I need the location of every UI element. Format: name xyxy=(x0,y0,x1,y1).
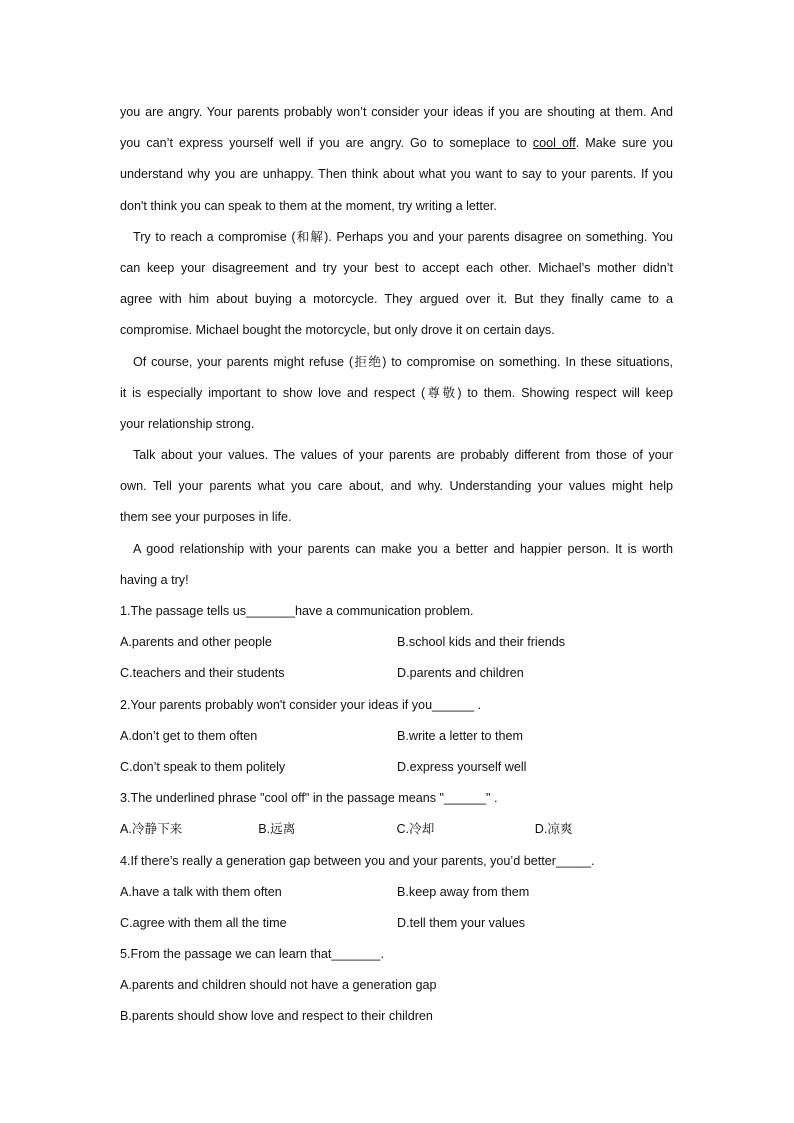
option: C.teachers and their students xyxy=(120,666,285,681)
option: B.远离 xyxy=(258,822,296,837)
passage-text: . Make sure you xyxy=(575,136,673,151)
option: D.express yourself well xyxy=(397,759,527,774)
option: A.don’t get to them often xyxy=(120,728,258,743)
passage-line: you are angry. Your parents probably won’t consider your ideas if you are shouting at them. And xyxy=(120,105,673,119)
passage-line: Try to reach a compromise (和解). Perhaps you and your parents disagree on something. You xyxy=(133,229,673,244)
passage-line xyxy=(120,128,673,159)
option-row xyxy=(120,908,673,939)
option: D.parents and children xyxy=(397,666,524,681)
passage-line: having a try! xyxy=(120,572,189,587)
passage-line: Of course, your parents might refuse (拒绝) to compromise on something. In these situations, xyxy=(133,354,673,369)
passage-line: it is especially important to show love and respect (尊敬) to them. Showing respect will keep xyxy=(120,385,673,400)
passage-line: A good relationship with your parents can make you a better and happier person. It is worth xyxy=(133,541,673,556)
question-stem: 2.Your parents probably won't consider your ideas if you______ . xyxy=(120,697,482,712)
option-row xyxy=(120,658,673,689)
option: C.don’t speak to them politely xyxy=(120,759,286,774)
question-stem: 5.From the passage we can learn that_______. xyxy=(120,947,384,962)
underlined-phrase: cool off xyxy=(532,136,576,151)
option: A.have a talk with them often xyxy=(120,884,282,899)
option: B.school kids and their friends xyxy=(397,635,566,650)
option-row xyxy=(120,721,673,752)
question-stem: 3.The underlined phrase "cool off" in the passage means "______" . xyxy=(120,791,498,806)
passage-text: you can’t express yourself well if you are angry. Go to someplace to xyxy=(120,136,533,151)
passage-line: own. Tell your parents what you care about, and why. Understanding your values might help xyxy=(120,479,673,494)
option: A.parents and other people xyxy=(120,635,272,650)
question-stem: 1.The passage tells us_______have a communication problem. xyxy=(120,604,474,618)
passage-line: understand why you are unhappy. Then think about what you want to say to your parents. If you xyxy=(120,167,673,182)
passage-line: agree with him about buying a motorcycle. They argued over it. But they finally came to a xyxy=(120,292,673,307)
document-page xyxy=(120,97,673,1033)
passage-line: your relationship strong. xyxy=(120,416,255,431)
option: C.冷却 xyxy=(396,822,435,837)
option: B.parents should show love and respect to their children xyxy=(120,1009,433,1024)
option: D.凉爽 xyxy=(534,822,573,837)
passage-line: don't think you can speak to them at the moment, try writing a letter. xyxy=(120,198,497,213)
option-row xyxy=(120,627,673,658)
option-row xyxy=(120,814,673,845)
option: D.tell them your values xyxy=(397,915,526,930)
option: B.keep away from them xyxy=(397,884,530,899)
passage-line: Talk about your values. The values of your parents are probably different from those of your xyxy=(133,448,673,463)
option: C.agree with them all the time xyxy=(120,915,287,930)
option-row xyxy=(120,752,673,783)
passage-line: compromise. Michael bought the motorcycle, but only drove it on certain days. xyxy=(120,323,555,338)
option: A.parents and children should not have a generation gap xyxy=(120,978,437,993)
option: B.write a letter to them xyxy=(397,728,523,743)
option: A.冷静下来 xyxy=(120,822,183,837)
passage-line: can keep your disagreement and try your best to accept each other. Michael’s mother didn’t xyxy=(120,260,673,275)
passage-line: them see your purposes in life. xyxy=(120,510,292,525)
option-row xyxy=(120,877,673,908)
question-stem: 4.If there’s really a generation gap between you and your parents, you’d better_____. xyxy=(120,853,595,868)
